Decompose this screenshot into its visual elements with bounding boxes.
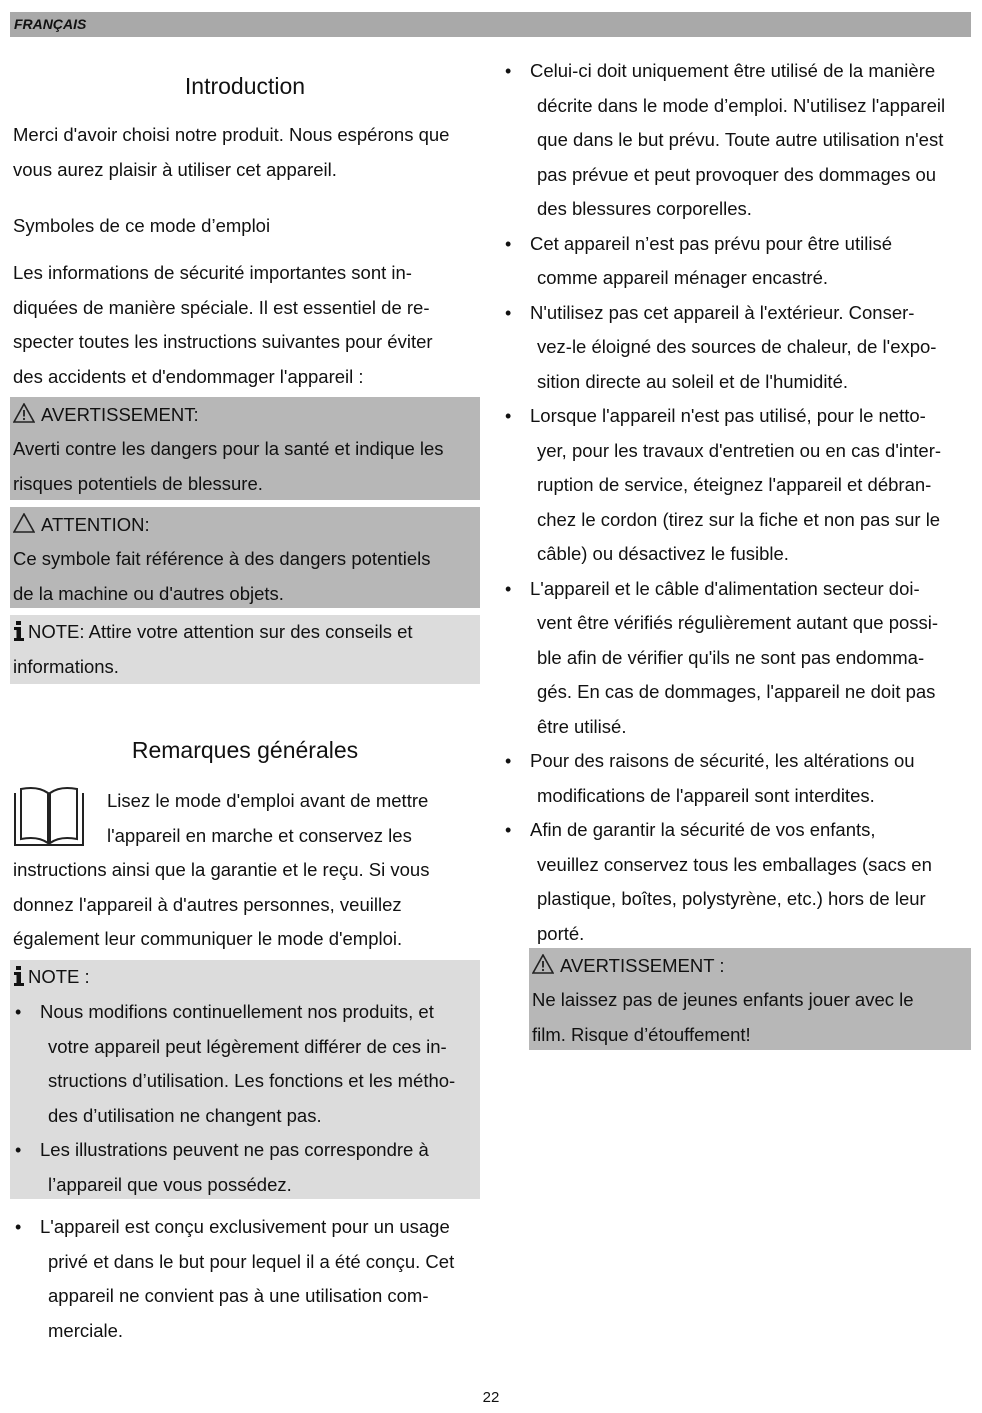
read-manual-line: donnez l'appareil à d'autres personnes, veuillez [13, 893, 402, 915]
warning-triangle-icon [13, 400, 35, 435]
page-number: 22 [482, 1389, 500, 1406]
list-item: • Les illustrations peuvent ne pas correspondre à l’appareil que vous possédez. [12, 1133, 478, 1202]
warning-box [10, 397, 480, 500]
note-list [12, 995, 478, 1202]
info-icon [13, 963, 25, 998]
symbols-text-line: specter toutes les instructions suivantes pour éviter [13, 331, 433, 352]
safety-list [502, 54, 972, 951]
attention-text-line: de la machine ou d'autres objets. [13, 582, 284, 604]
attention-text-line: Ce symbole fait référence à des dangers potentiels [13, 548, 431, 569]
intro-title: Introduction [184, 73, 306, 99]
attention-box [10, 507, 480, 608]
child-warning-text [532, 983, 914, 1052]
list-item: • Lorsque l'appareil n'est pas utilisé, pour le netto- yer, pour les travaux d'entretien ou en cas d'inter- ruption de service, éteignez l'appareil et débran- chez le cordon (tirez sur la fiche et non pas sur le câble) ou désactivez le fusible. [502, 399, 972, 572]
symbols-heading: Symboles de ce mode d’emploi [13, 215, 271, 236]
note-list-box [10, 960, 480, 1199]
read-manual-line: également leur communiquer le mode d'emploi. [13, 928, 403, 949]
language-header-bar [10, 12, 971, 37]
warning-triangle-icon [532, 951, 554, 986]
intro-text [13, 118, 483, 187]
note-text: Attire votre attention sur des conseils et [84, 621, 413, 642]
attention-triangle-icon [13, 510, 35, 545]
read-manual-text-cont [13, 853, 483, 957]
symbols-text [13, 256, 483, 394]
note-list-label: NOTE : [28, 966, 90, 987]
note-box [10, 615, 480, 684]
attention-label: ATTENTION: [41, 514, 150, 535]
read-manual-text [107, 784, 487, 853]
list-item: • L'appareil et le câble d'alimentation secteur doi- vent être vérifiés régulièrement autant que possi- ble afin de vérifier qu'ils ne sont pas endomma- gés. En cas de dommages, l'appareil ne doit pas être utilisé. [502, 572, 972, 745]
general-title: Remarques générales [131, 737, 359, 763]
read-manual-line: instructions ainsi que la garantie et le reçu. Si vous [13, 859, 430, 880]
list-item: • Cet appareil n’est pas prévu pour être utilisé comme appareil ménager encastré. [502, 227, 972, 296]
read-manual-line: l'appareil en marche et conservez les [107, 824, 412, 846]
info-icon [13, 618, 25, 653]
intro-text-line: vous aurez plaisir à utiliser cet appareil. [13, 158, 337, 180]
child-warning-line: film. Risque d’étouffement! [532, 1023, 751, 1045]
open-book-icon [13, 785, 85, 854]
list-item: • Celui-ci doit uniquement être utilisé de la manière décrite dans le mode d’emploi. N'utilisez l'appareil que dans le but prévu. Toute autre utilisation n'est pas prévue et peut provoquer des dommages ou des blessures corporelles. [502, 54, 972, 227]
note-label: NOTE: [28, 621, 85, 642]
warning-text-line: Averti contre les dangers pour la santé et indique les [13, 438, 444, 459]
list-item: • N'utilisez pas cet appareil à l'extérieur. Conser- vez-le éloigné des sources de chaleur, de l'expo- sition directe au soleil et de l'humidité. [502, 296, 972, 400]
child-warning-label: AVERTISSEMENT : [560, 955, 725, 976]
child-warning-box [529, 948, 971, 1050]
list-item: • Pour des raisons de sécurité, les altérations ou modifications de l'appareil sont interdites. [502, 744, 972, 813]
attention-text [13, 542, 431, 611]
warning-text [13, 432, 444, 501]
usage-list [12, 1210, 482, 1348]
list-item: • Afin de garantir la sécurité de vos enfants, veuillez conservez tous les emballages (sacs en plastique, boîtes, polystyrène, etc.) hors de leur porté. [502, 813, 972, 951]
list-item: • L'appareil est conçu exclusivement pour un usage privé et dans le but pour lequel il a été conçu. Cet appareil ne convient pas à une utilisation com- merciale. [12, 1210, 482, 1348]
symbols-text-line: Les informations de sécurité importantes sont in- [13, 262, 412, 283]
note-text-line2: informations. [13, 656, 119, 677]
list-item: • Nous modifions continuellement nos produits, et votre appareil peut légèrement différer de ces in- structions d’utilisation. Les fonctions et les métho- des d’utilisation ne changent pas. [12, 995, 478, 1133]
child-warning-line: Ne laissez pas de jeunes enfants jouer avec le [532, 989, 914, 1010]
read-manual-line: Lisez le mode d'emploi avant de mettre [107, 790, 429, 811]
warning-label: AVERTISSEMENT: [41, 404, 199, 425]
warning-text-line: risques potentiels de blessure. [13, 472, 263, 494]
language-label: FRANÇAIS [14, 16, 87, 32]
intro-text-line: Merci d'avoir choisi notre produit. Nous espérons que [13, 124, 450, 145]
symbols-text-line: diquées de manière spéciale. Il est essentiel de re- [13, 296, 430, 318]
symbols-text-line: des accidents et d'endommager l'appareil : [13, 365, 364, 387]
